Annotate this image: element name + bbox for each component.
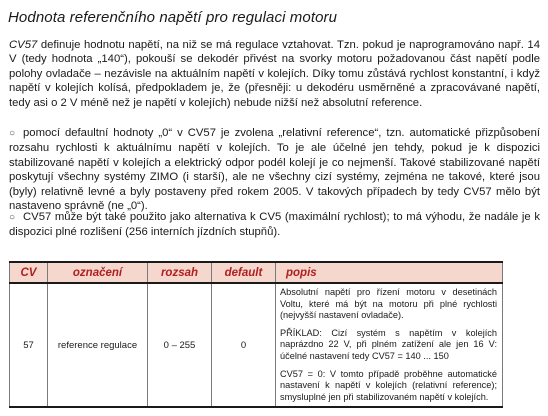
cell-default: 0 bbox=[212, 283, 276, 407]
header-rozsah: rozsah bbox=[148, 262, 212, 283]
popis-zero-value: CV57 = 0: V tomto případě proběhne automatické nastavení k napětí v kolejích (relativní reference); smysluplné jen při stabilizovaném napětí v kolejích. bbox=[280, 368, 497, 402]
cv57-reference: CV57 bbox=[9, 39, 38, 51]
paragraph-1-text: definuje hodnotu napětí, na niž se má regulace vztahovat. Tzn. pokud je naprogramováno např. 14 V (tedy hodnota „140“), pokouší se dekodér přivést na svorky motoru požadovanou část napětí podle polohy ovladače – nezávisle na aktuálním napětí v kolejích. Díky tomu zůstává rychlost konstantní, i když napětí v kolejích kolísá, předpokladem je, že (přesněji: u dekodéru usměrněné a zpracovávané napětí, tedy asi o 2 V méně než je napětí v kolejích) nebude nižší než absolutní reference. bbox=[9, 39, 540, 109]
cell-rozsah: 0 – 255 bbox=[148, 283, 212, 407]
popis-description: Absolutní napětí pro řízení motoru v desetinách Voltu, které má být na motoru při plné rychlosti (nejvyšší nastavení ovladače). bbox=[280, 287, 497, 321]
bullet-icon: ○ bbox=[9, 128, 16, 139]
cell-popis bbox=[276, 283, 503, 407]
header-cv: CV bbox=[10, 262, 48, 283]
section-title: Hodnota referenčního napětí pro regulaci motoru bbox=[8, 9, 338, 26]
paragraph-2-text: pomocí defaultní hodnoty „0“ v CV57 je zvolena „relativní reference“, tzn. automatické přizpůsobení rozsahu rychlosti k aktuálnímu napětí v kolejích. To je ale účelné jen tehdy, pokud je k dispozici stabilizované napětí v kolejích a elektrický odpor podél kolejí je co nejmenší. Takové stabilizované napětí poskytují všechny systémy ZIMO (i starší), ale ne všechny cizí systémy, zejména ne takové, které jsou (byly) relativně levné a byly postaveny před rokem 2005. V takových případech by tedy CV57 mělo být nastaveno správně (ne „0“). bbox=[9, 127, 540, 213]
cv-table bbox=[9, 261, 503, 408]
paragraph-3-text: CV57 může být také použito jako alternativa k CV5 (maximální rychlost); to má výhodu, že nadále je k dispozici plné rozlišení (256 interních jízdních stupňů). bbox=[9, 211, 540, 239]
header-default: default bbox=[212, 262, 276, 283]
bullet-icon: ○ bbox=[9, 212, 16, 223]
cell-cv: 57 bbox=[10, 283, 48, 407]
header-popis: popis bbox=[276, 262, 503, 283]
header-oznaceni: označení bbox=[48, 262, 148, 283]
popis-example: PŘÍKLAD: Cizí systém s napětím v kolejích naprázdno 22 V, při plném zatížení ale jen 16 V: účelné nastavení tedy CV57 = 140 ... 150 bbox=[280, 327, 497, 361]
cell-oznaceni: reference regulace bbox=[48, 283, 148, 407]
paragraph-relative-reference bbox=[9, 126, 540, 213]
paragraph-cv57-definition bbox=[9, 38, 540, 110]
table-row bbox=[10, 283, 503, 407]
table-header-row bbox=[10, 262, 503, 283]
paragraph-cv5-alternative bbox=[9, 210, 540, 240]
